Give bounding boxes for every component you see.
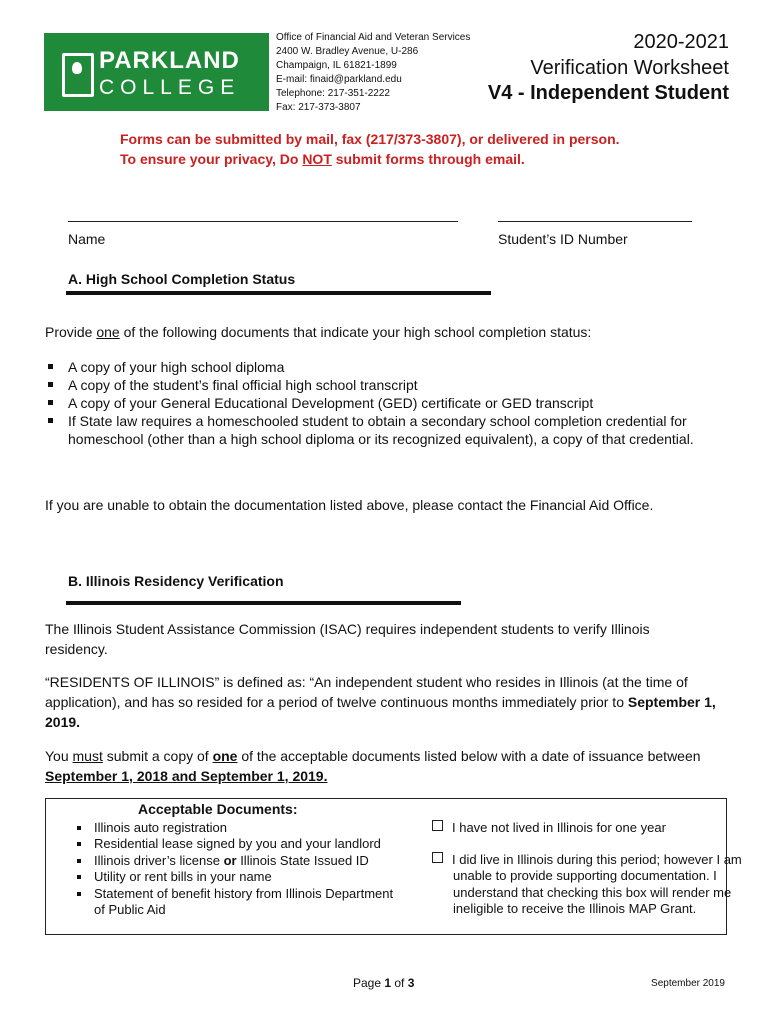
acceptable-documents-box xyxy=(45,798,742,935)
acceptable-documents-heading: Acceptable Documents: xyxy=(138,801,298,817)
logo-mark-icon xyxy=(62,53,94,97)
address-city: Champaign, IL 61821-1899 xyxy=(276,60,397,71)
office-address xyxy=(276,31,470,115)
list-item: A copy of the student’s final official high school transcript xyxy=(46,376,726,394)
option-not-lived-in-illinois[interactable]: I have not lived in Illinois for one year xyxy=(432,820,722,836)
list-item: Utility or rent bills in your name xyxy=(74,869,404,885)
name-label: Name xyxy=(68,231,106,247)
isac-paragraph: The Illinois Student Assistance Commission (ISAC) requires independent students to verify Illinois residency. xyxy=(45,621,650,657)
contact-financial-aid: If you are unable to obtain the documentation listed above, please contact the Financial Aid Office. xyxy=(45,497,654,513)
footer-date: September 2019 xyxy=(651,978,725,989)
student-id-line[interactable] xyxy=(498,221,692,222)
section-a-title: A. High School Completion Status xyxy=(68,271,296,287)
residents-definition: “RESIDENTS OF ILLINOIS” is defined as: “An independent student who resides in Illinois (at the time of application), and has so resided for a period of twelve continuous months immediately prior to September 1, 2019. xyxy=(45,674,716,730)
completion-documents-list xyxy=(46,358,726,448)
section-b-title: B. Illinois Residency Verification xyxy=(68,573,284,589)
logo-text-college: COLLEGE xyxy=(99,76,241,99)
address-office: Office of Financial Aid and Veteran Services xyxy=(276,32,471,43)
page-number: Page 1 of 3 xyxy=(353,976,415,990)
option-lived-without-documentation[interactable]: I did live in Illinois during this period; however I am unable to provide supporting documentation. I understand that checking this box will render me ineligible to receive the Illinois MAP Grant. xyxy=(432,852,743,918)
logo-text-parkland: PARKLAND xyxy=(99,47,240,74)
list-item: Illinois driver’s license or Illinois State Issued ID xyxy=(74,853,404,869)
section-b-rule xyxy=(66,601,461,605)
address-phone: Telephone: 217-351-2222 xyxy=(276,88,390,99)
list-item: Statement of benefit history from Illinois Department of Public Aid xyxy=(74,886,404,919)
address-fax: Fax: 217-373-3807 xyxy=(276,102,361,113)
checkbox-icon[interactable] xyxy=(432,820,443,831)
address-street: 2400 W. Bradley Avenue, U-286 xyxy=(276,46,419,57)
privacy-notice: To ensure your privacy, Do NOT submit forms through email. xyxy=(120,151,525,167)
name-line[interactable] xyxy=(68,221,458,222)
worksheet-subtitle: V4 - Independent Student xyxy=(487,82,729,104)
list-item: A copy of your General Educational Development (GED) certificate or GED transcript xyxy=(46,394,726,412)
list-item: Residential lease signed by you and your landlord xyxy=(74,836,404,852)
student-id-label: Student’s ID Number xyxy=(498,231,628,247)
list-item: A copy of your high school diploma xyxy=(46,358,726,376)
checkbox-icon[interactable] xyxy=(432,852,443,863)
submission-notice: Forms can be submitted by mail, fax (217/373-3807), or delivered in person. xyxy=(120,131,620,147)
submission-requirement: You must submit a copy of one of the acceptable documents listed below with a date of issuance between September 1, 2018 and September 1, 2019. xyxy=(45,748,701,784)
worksheet-title: Verification Worksheet xyxy=(530,57,729,79)
parkland-college-logo xyxy=(44,33,269,111)
list-item: Illinois auto registration xyxy=(74,820,404,836)
acceptable-documents-list xyxy=(74,820,404,918)
section-a-intro: Provide one of the following documents that indicate your high school completion status: xyxy=(45,324,592,340)
section-a-rule xyxy=(66,291,491,295)
list-item: If State law requires a homeschooled student to obtain a secondary school completion credential for homeschool (other than a high school diploma or its recognized equivalent), a copy of that credential. xyxy=(46,412,726,448)
address-email: E-mail: finaid@parkland.edu xyxy=(276,74,402,85)
academic-year: 2020-2021 xyxy=(633,31,729,53)
